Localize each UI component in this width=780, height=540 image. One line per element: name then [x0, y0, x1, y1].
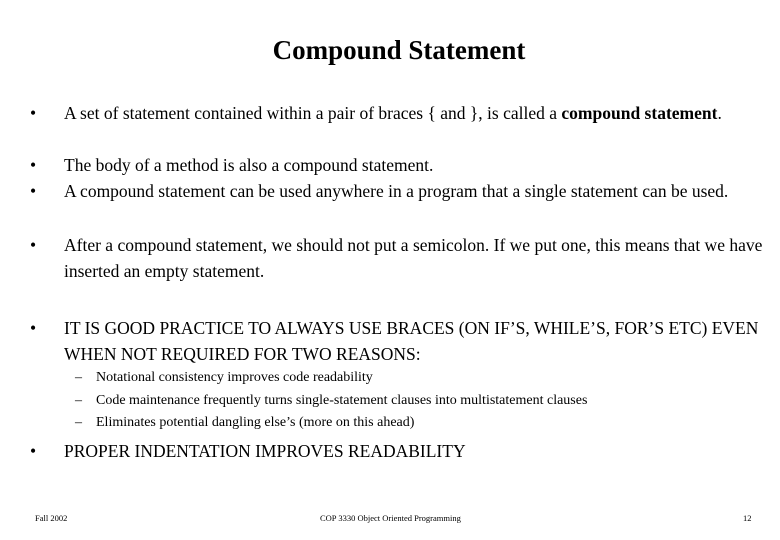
sub-bullet-item: [75, 412, 765, 435]
footer-course: COP 3330 Object Oriented Programming: [320, 513, 461, 523]
bullet-item: [30, 100, 765, 126]
bullet-text: [64, 100, 765, 126]
bullet-marker: •: [30, 235, 37, 255]
bullet-text-bold: compound statement: [561, 103, 718, 123]
bullet-marker: •: [30, 318, 37, 338]
footer-page-number: 12: [743, 513, 752, 523]
slide-title: Compound Statement: [272, 35, 526, 65]
bullet-text-part: A set of statement contained within a pair of braces { and }, is called a: [64, 103, 562, 123]
sub-bullet-text: Code maintenance frequently turns single-statement clauses into multistatement clauses: [96, 393, 588, 408]
bullet-item: [30, 152, 765, 178]
bullet-text: IT IS GOOD PRACTICE TO ALWAYS USE BRACES (ON IF’S, WHILE’S, FOR’S ETC) EVEN WHEN NOT REQUIRED FOR TWO REASONS:: [64, 318, 759, 364]
sub-bullet-marker: –: [75, 393, 82, 408]
bullet-item: [30, 438, 765, 464]
bullet-marker: •: [30, 441, 37, 461]
bullet-text: PROPER INDENTATION IMPROVES READABILITY: [64, 441, 466, 461]
sub-bullet-text: Eliminates potential dangling else’s (more on this ahead): [96, 415, 415, 430]
bullet-text: A compound statement can be used anywhere in a program that a single statement can be used.: [64, 181, 729, 201]
bullet-text: After a compound statement, we should not put a semicolon. If we put one, this means that we have inserted an empty statement.: [64, 235, 763, 281]
sub-bullet-marker: –: [75, 415, 82, 430]
bullet-item: [30, 178, 765, 204]
bullet-item: [30, 315, 765, 367]
bullet-text: The body of a method is also a compound statement.: [64, 155, 434, 175]
bullet-item: [30, 232, 765, 284]
bullet-marker: •: [30, 103, 37, 123]
footer-date: Fall 2002: [35, 513, 68, 523]
bullet-marker: •: [30, 155, 37, 175]
bullet-marker: •: [30, 181, 37, 201]
sub-bullet-marker: –: [75, 370, 82, 385]
sub-bullet-item: [75, 367, 765, 390]
bullet-text-part: .: [717, 103, 722, 123]
sub-bullet-item: [75, 390, 765, 413]
sub-bullet-text: Notational consistency improves code readability: [96, 370, 373, 385]
